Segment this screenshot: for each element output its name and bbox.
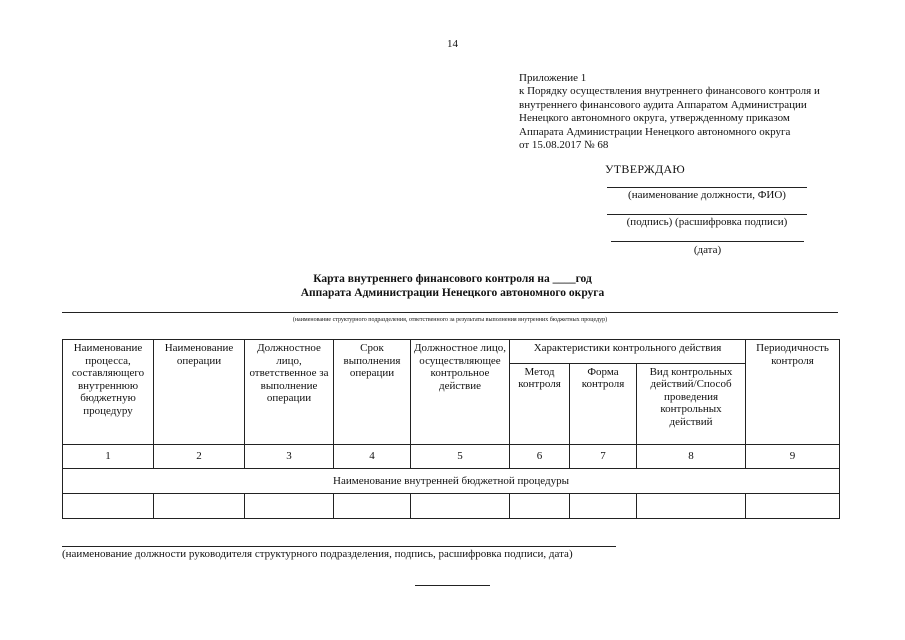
table-cell bbox=[570, 494, 637, 519]
column-number: 9 bbox=[746, 445, 840, 469]
approval-title: УТВЕРЖДАЮ bbox=[605, 162, 686, 176]
header-controller: Должностное лицо, осуществляющее контрольное действие bbox=[411, 340, 510, 445]
appendix-line: Приложение 1 bbox=[519, 72, 587, 84]
table-cell bbox=[746, 494, 840, 519]
subdivision-caption: (наименование структурного подразделения, ответственного за результаты выполнения внутренних бюджетных процедур) bbox=[292, 317, 608, 323]
card-title bbox=[0, 272, 905, 300]
signature-caption: (подпись) (расшифровка подписи) bbox=[626, 216, 788, 228]
signature-line bbox=[607, 214, 807, 215]
table-cell bbox=[334, 494, 411, 519]
column-number: 6 bbox=[510, 445, 570, 469]
table-cell bbox=[411, 494, 510, 519]
appendix-line: Аппарата Администрации Ненецкого автономного округа bbox=[519, 125, 791, 138]
appendix-line: внутреннего финансового аудита Аппаратом Администрации bbox=[519, 98, 807, 111]
header-control-characteristics: Характеристики контрольного действия bbox=[510, 340, 746, 364]
subdivision-line bbox=[62, 312, 838, 313]
header-process: Наименование процесса, составляющего внутреннюю бюджетную процедуру bbox=[63, 340, 154, 445]
column-number: 4 bbox=[334, 445, 411, 469]
page-number: 14 bbox=[447, 38, 458, 50]
procedure-name-row: Наименование внутренней бюджетной процедуры bbox=[63, 469, 840, 494]
card-title-line2: Аппарата Администрации Ненецкого автономного округа bbox=[300, 287, 605, 299]
appendix-line: от 15.08.2017 № 68 bbox=[519, 139, 609, 152]
position-caption: (наименование должности, ФИО) bbox=[628, 189, 786, 201]
header-operation: Наименование операции bbox=[154, 340, 245, 445]
date-caption: (дата) bbox=[693, 244, 722, 256]
appendix-block bbox=[519, 72, 845, 152]
table-cell bbox=[245, 494, 334, 519]
table-cell bbox=[63, 494, 154, 519]
column-number: 8 bbox=[637, 445, 746, 469]
column-number: 2 bbox=[154, 445, 245, 469]
column-number: 3 bbox=[245, 445, 334, 469]
column-number: 5 bbox=[411, 445, 510, 469]
head-signature-line bbox=[62, 546, 616, 547]
date-line bbox=[611, 241, 804, 242]
card-title-line1: Карта внутреннего финансового контроля на ____год bbox=[313, 273, 592, 285]
header-control-type: Вид контрольных действий/Способ проведения контрольных действий bbox=[637, 363, 746, 444]
table-cell bbox=[510, 494, 570, 519]
appendix-line: к Порядку осуществления внутреннего финансового контроля и bbox=[519, 85, 820, 98]
table-cell bbox=[154, 494, 245, 519]
header-control-form: Форма контроля bbox=[570, 363, 637, 444]
header-responsible-person: Должностное лицо, ответственное за выполнение операции bbox=[245, 340, 334, 445]
control-card-table bbox=[62, 339, 840, 519]
position-signature-line bbox=[607, 187, 807, 188]
table-cell bbox=[637, 494, 746, 519]
end-dash bbox=[415, 585, 490, 586]
header-control-method: Метод контроля bbox=[510, 363, 570, 444]
column-number: 1 bbox=[63, 445, 154, 469]
header-deadline: Срок выполнения операции bbox=[334, 340, 411, 445]
appendix-line: Ненецкого автономного округа, утвержденному приказом bbox=[519, 112, 790, 125]
head-signature-caption: (наименование должности руководителя структурного подразделения, подпись, расшифровка подписи, дата) bbox=[62, 548, 573, 560]
column-number: 7 bbox=[570, 445, 637, 469]
header-periodicity: Периодичность контроля bbox=[746, 340, 840, 445]
